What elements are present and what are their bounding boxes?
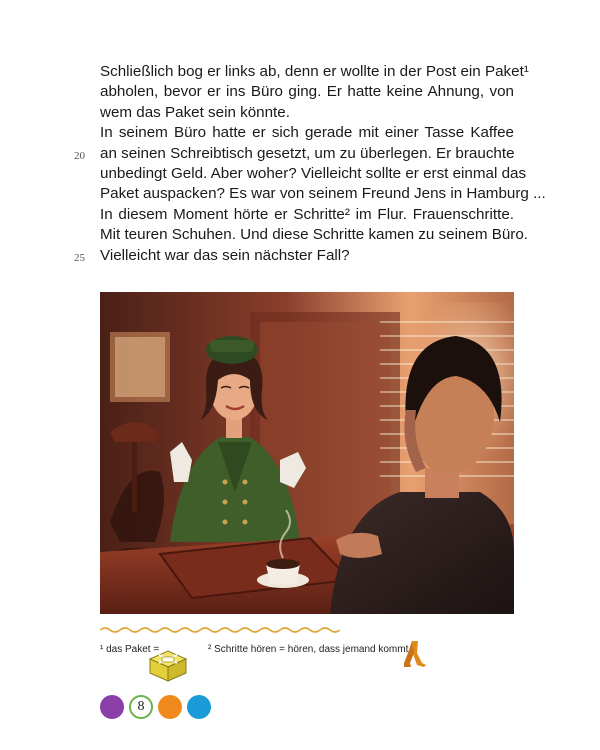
story-illustration: [100, 292, 514, 614]
story-line-text: wem das Paket sein könnte.: [100, 103, 290, 121]
story-line-text: In diesem Moment hörte er Schritte² im Flur. Frauenschritte.: [100, 205, 514, 223]
footnote-1: ¹ das Paket =: [100, 644, 160, 655]
line-number: 20: [74, 149, 85, 162]
story-line: [74, 246, 514, 266]
story-line-text: unbedingt Geld. Aber woher? Vielleicht sollte er erst einmal das: [100, 165, 527, 183]
orange-dot: [158, 695, 182, 719]
story-line-text: Mit teuren Schuhen. Und diese Schritte kamen zu seinem Büro.: [100, 226, 529, 244]
story-line: [100, 82, 514, 102]
office-scene-illustration: [100, 292, 514, 614]
story-line: [100, 225, 529, 245]
decorative-wave-divider: [100, 625, 340, 635]
purple-dot: [100, 695, 124, 719]
story-line-text: In seinem Büro hatte er sich gerade mit einer Tasse Kaffee: [100, 124, 514, 142]
story-text: [74, 62, 546, 266]
story-line: [100, 164, 527, 184]
page-number: 8: [129, 695, 153, 719]
story-line: [100, 62, 529, 82]
line-number: 25: [74, 251, 85, 264]
story-line-text: an seinen Schreibtisch gesetzt, um zu überlegen. Er brauchte: [100, 144, 515, 162]
footnotes: [100, 641, 520, 681]
story-line: [100, 184, 546, 204]
story-line: [100, 123, 514, 143]
story-line-text: Vielleicht war das sein nächster Fall?: [100, 246, 350, 264]
package-icon: [146, 647, 190, 683]
story-line: [74, 144, 515, 164]
footnote-2: ² Schritte hören = hören, dass jemand kommt: [208, 644, 409, 655]
story-line-text: Schließlich bog er links ab, denn er wollte in der Post ein Paket¹: [100, 63, 529, 80]
story-line-text: Paket auspacken? Es war von seinem Freund Jens in Hamburg ...: [100, 185, 546, 203]
walking-legs-icon: [402, 639, 428, 669]
story-line-text: abholen, bevor er ins Büro ging. Er hatte keine Ahnung, von: [100, 83, 514, 101]
story-line: [100, 205, 514, 225]
story-line: [100, 103, 514, 123]
blue-dot: [187, 695, 211, 719]
